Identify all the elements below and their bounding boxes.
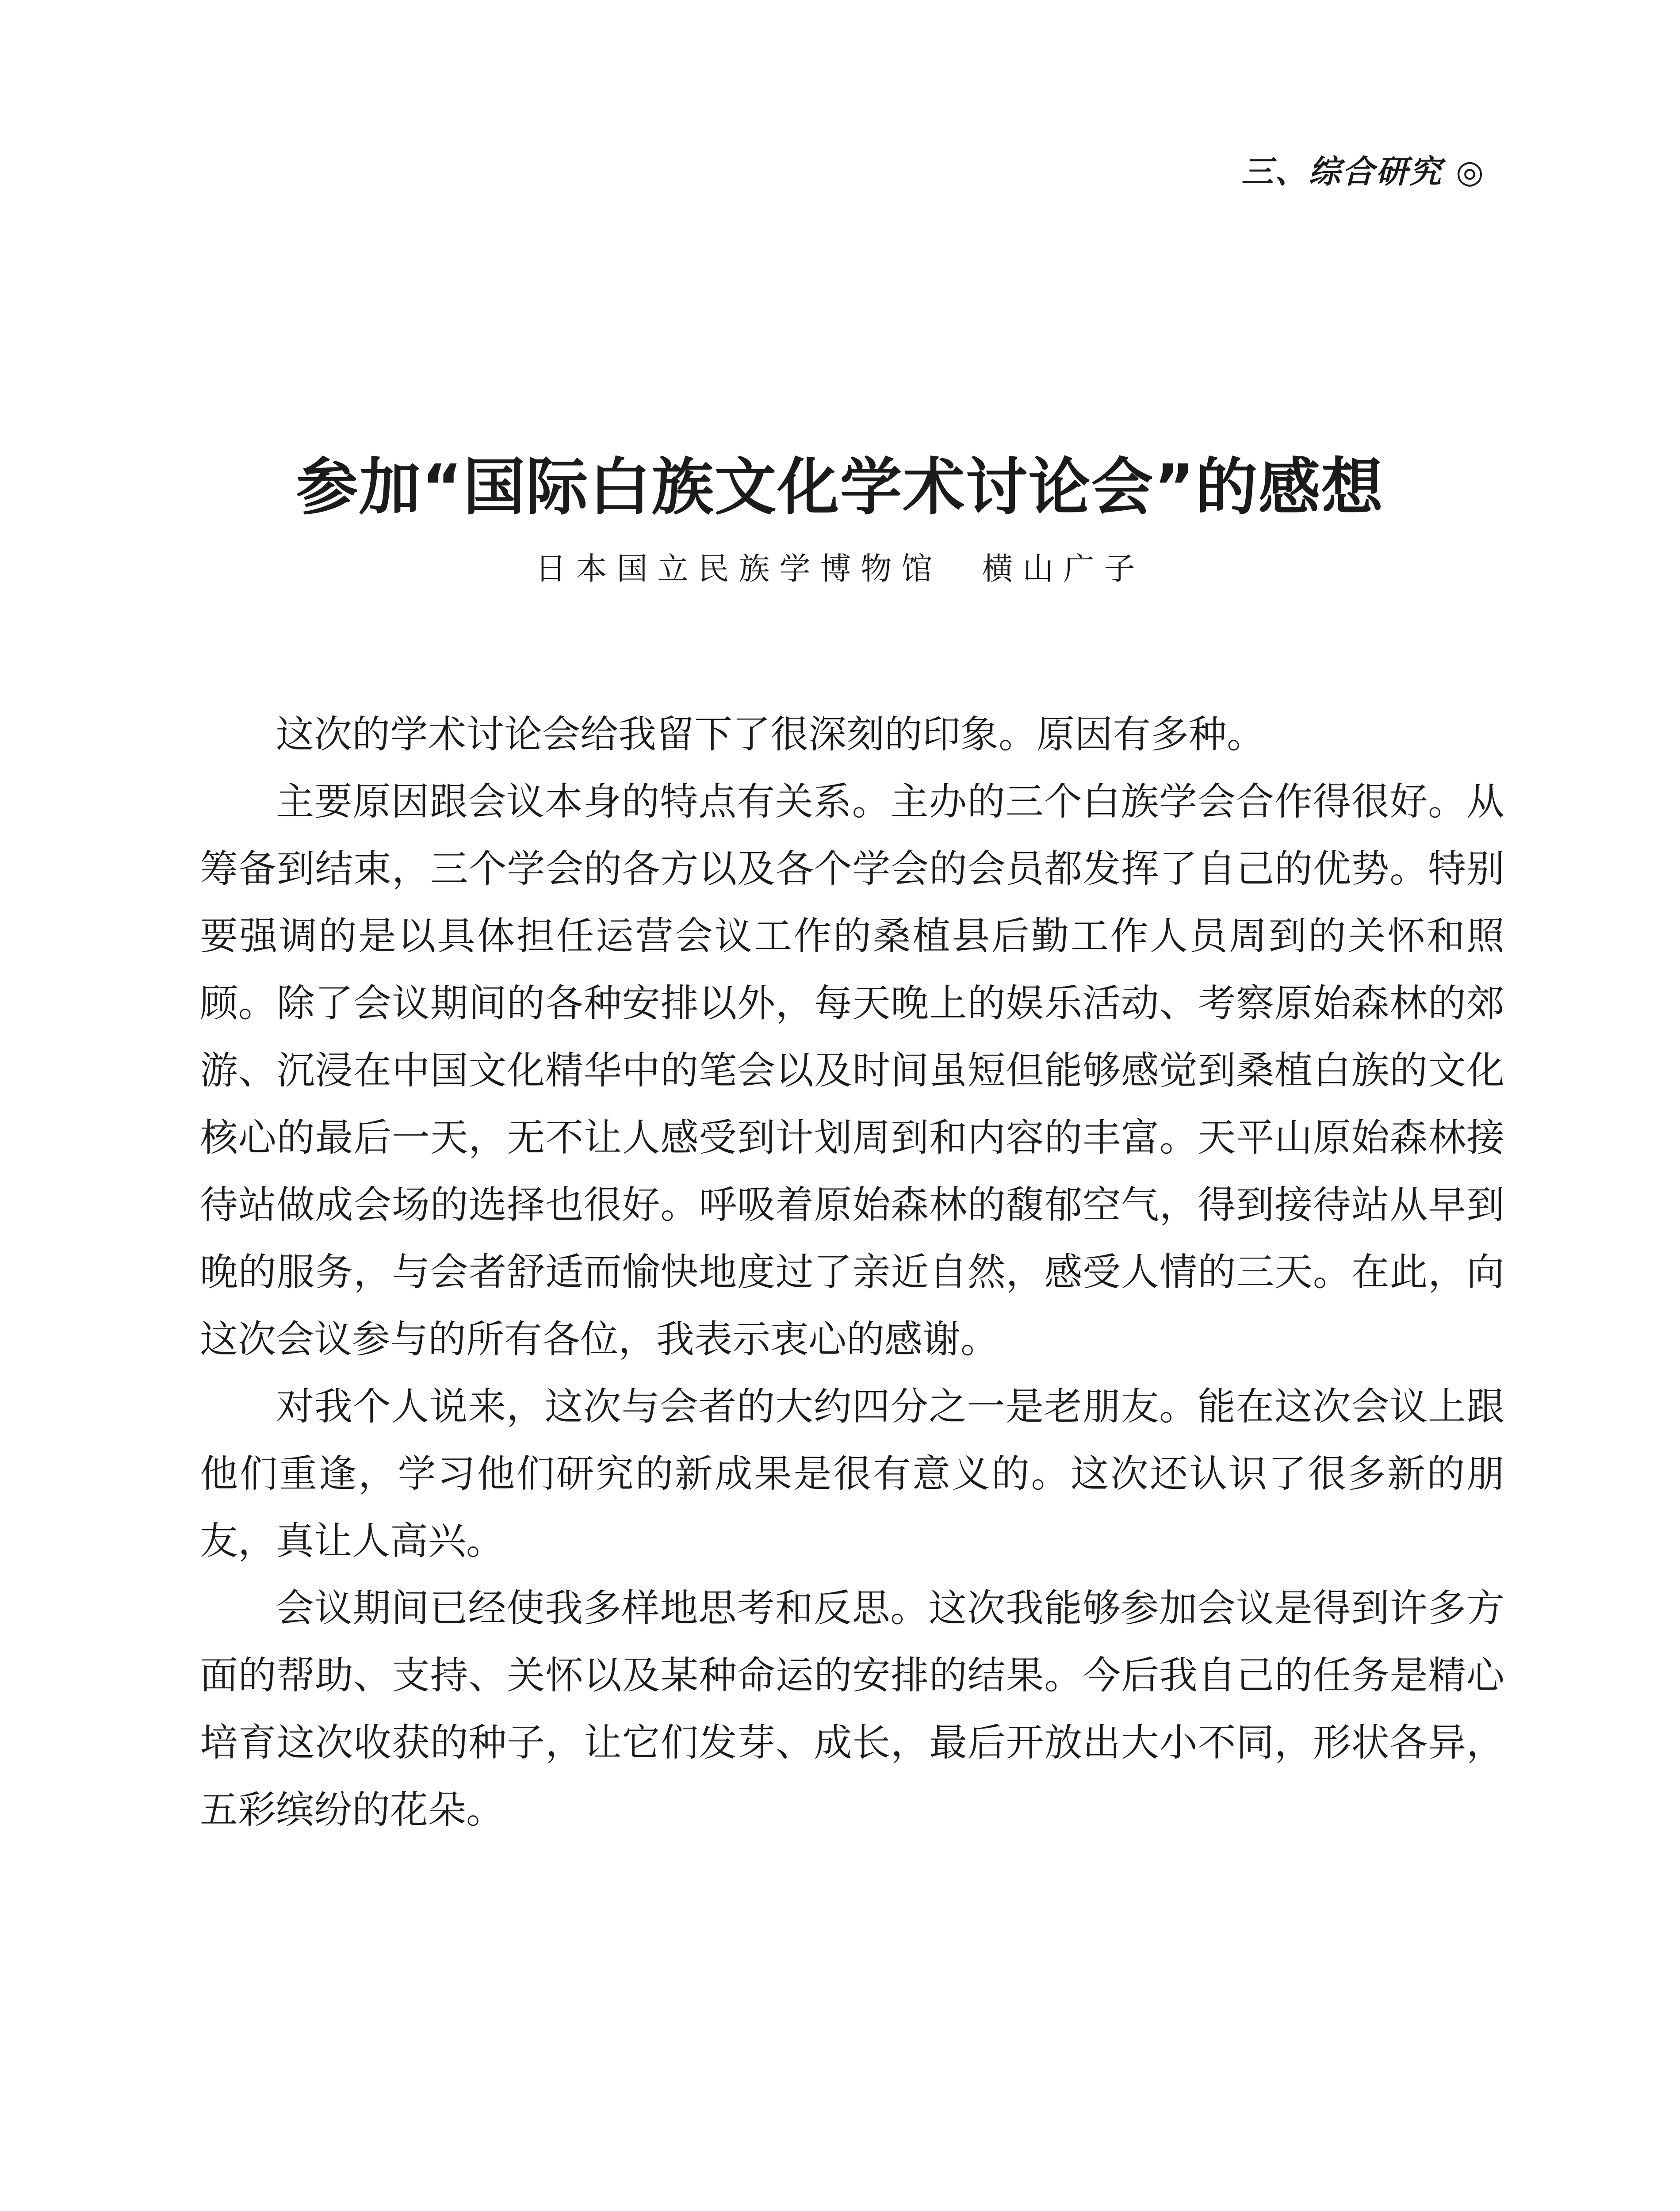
author-name: 横山广子 [982,551,1145,587]
paragraph: 对我个人说来，这次与会者的大约四分之一是老朋友。能在这次会议上跟他们重逢，学习他们研究的新成果是很有意义的。这次还认识了很多新的朋友，真让人高兴。 [200,1385,1504,1563]
paragraph: 主要原因跟会议本身的特点有关系。主办的三个白族学会合作得很好。从筹备到结束，三个学会的各方以及各个学会的会员都发挥了自己的优势。特别要强调的是以具体担任运营会议工作的桑植县后勤工作人员周到的关怀和照顾。除了会议期间的各种安排以外，每天晚上的娱乐活动、考察原始森林的郊游、沉浸在中国文化精华中的笔会以及时间虽短但能够感觉到桑植白族的文化核心的最后一天，无不让人感受到计划周到和内容的丰富。天平山原始森林接待站做成会场的选择也很好。呼吸着原始森林的馥郁空气，得到接待站从早到晚的服务，与会者舒适而愉快地度过了亲近自然，感受人情的三天。在此，向这次会议参与的所有各位，我表示衷心的感谢。 [200,780,1504,1362]
author-institution: 日本国立民族学博物馆 [535,551,942,587]
running-header: 三、综合研究 ◎ [1241,153,1485,190]
article-title: 参加“国际白族文化学术讨论会”的感想 [296,451,1384,524]
paragraph: 会议期间已经使我多样地思考和反思。这次我能够参加会议是得到许多方面的帮助、支持、关怀以及某种命运的安排的结果。今后我自己的任务是精心培育这次收获的种子，让它们发芽、成长，最后开放出大小不同，形状各异，五彩缤纷的花朵。 [200,1586,1504,1832]
article-body [200,701,1504,1844]
byline [0,544,1680,589]
paragraph: 这次的学术讨论会给我留下了很深刻的印象。原因有多种。 [276,712,1265,757]
